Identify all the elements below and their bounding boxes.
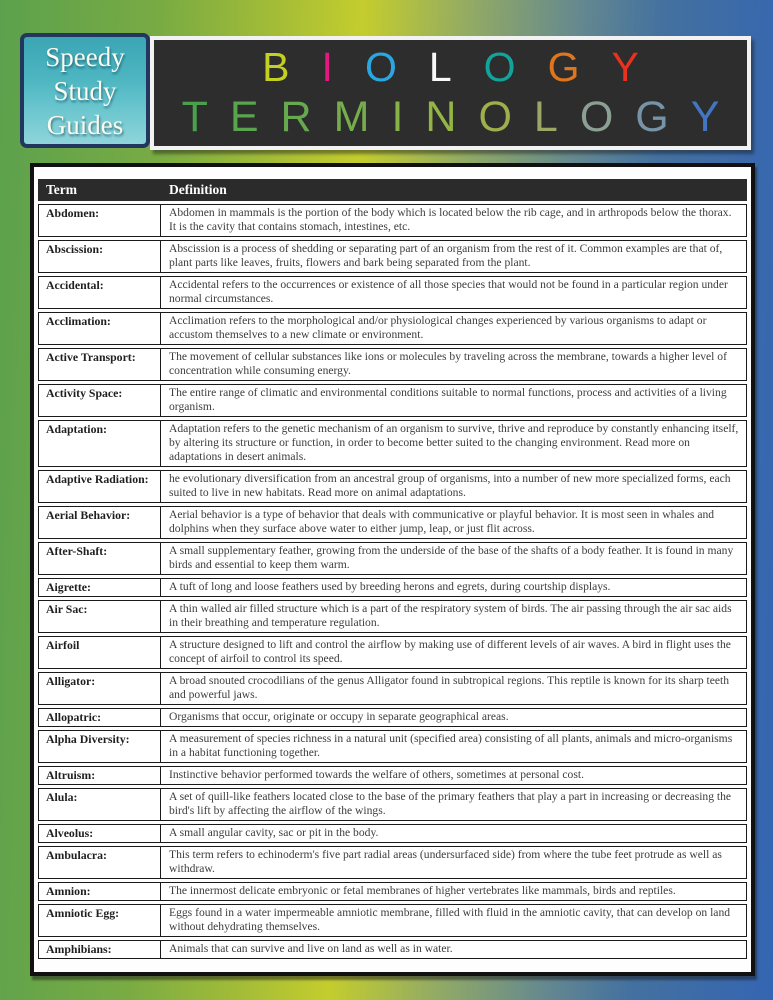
definition-cell: Acclimation refers to the morphological and/or physiological changes experienced by various organisms to adapt or accustom themselves to a new climate or environment. [169, 314, 707, 341]
logo-line-guides: Guides [46, 109, 124, 140]
table-row [38, 348, 747, 381]
definition-cell: A broad snouted crocodilians of the genus Alligator found in subtropical regions. This reptile is known for its sharp teeth and powerful jaws. [169, 674, 730, 701]
term-cell: Accidental: [39, 277, 161, 308]
title-letter: O [483, 44, 516, 90]
definition-cell: A tuft of long and loose feathers used by breeding herons and egrets, during courtship displays. [169, 580, 611, 593]
table-row [38, 882, 747, 901]
term-cell: Air Sac: [39, 601, 161, 632]
table-row [38, 672, 747, 705]
term-cell: Alligator: [39, 673, 161, 704]
content-panel [30, 163, 755, 976]
title-letter: Y [690, 93, 720, 141]
table-row [38, 940, 747, 959]
definition-cell: Abdomen in mammals is the portion of the body which is located below the rib cage, and in arthropods below the thorax. It is the cavity that contains stomach, intestines, etc. [169, 206, 732, 233]
table-header-row [38, 179, 747, 201]
terminology-table [38, 179, 747, 959]
table-row [38, 312, 747, 345]
table-row [38, 846, 747, 879]
speedy-study-guides-logo [20, 33, 150, 148]
table-row [38, 420, 747, 467]
table-row [38, 600, 747, 633]
term-cell: Amniotic Egg: [39, 905, 161, 936]
term-cell: Allopatric: [39, 709, 161, 726]
definition-cell: A set of quill-like feathers located close to the base of the primary feathers that play a part in increasing or decreasing the bird's lift by affecting the airflow of the wings. [169, 790, 732, 817]
term-cell: Alpha Diversity: [39, 731, 161, 762]
term-cell: Aigrette: [39, 579, 161, 596]
table-row [38, 506, 747, 539]
definition-cell: A small supplementary feather, growing from the underside of the base of the shafts of a body feather. It is found in many birds and essential to keep them warm. [169, 544, 734, 571]
term-cell: Amphibians: [39, 941, 161, 958]
term-cell: Abscission: [39, 241, 161, 272]
title-letter: O [478, 93, 512, 141]
definition-cell: A measurement of species richness in a natural unit (specified area) consisting of all plants, animals and micro-organisms in a habitat functioning together. [169, 732, 733, 759]
title-letter: L [428, 44, 452, 90]
term-cell: Aerial Behavior: [39, 507, 161, 538]
definition-cell: Aerial behavior is a type of behavior that deals with communicative or playful behavior. It is most seen in whales and dolphins when they surface above water to either jump, leap, or just flit across. [169, 508, 715, 535]
definition-cell: Eggs found in a water impermeable amniotic membrane, filled with fluid in the amniotic cavity, that can develop on land without dehydrating themselves. [169, 906, 731, 933]
definition-cell: Organisms that occur, originate or occupy in separate geographical areas. [169, 710, 509, 723]
definition-cell: The innermost delicate embryonic or fetal membranes of higher vertebrates like mammals, birds and reptiles. [169, 884, 676, 897]
title-letter: M [333, 93, 370, 141]
term-cell: Abdomen: [39, 205, 161, 236]
title-letter: Y [611, 44, 639, 90]
title-letter: I [321, 44, 333, 90]
term-cell: Amnion: [39, 883, 161, 900]
definition-cell: Instinctive behavior performed towards the welfare of others, sometimes at personal cost. [169, 768, 584, 781]
title-letter: E [229, 93, 259, 141]
table-row [38, 542, 747, 575]
table-rows [38, 204, 747, 959]
table-row [38, 636, 747, 669]
title-letter: R [280, 93, 312, 141]
definition-cell: The entire range of climatic and environmental conditions suitable to normal functions, process and activities of a living organism. [169, 386, 727, 413]
term-cell: Alveolus: [39, 825, 161, 842]
definition-cell: A thin walled air filled structure which is a part of the respiratory system of birds. The air passing through the air sac aids in their breathing and temperature regulation. [169, 602, 732, 629]
page-title [150, 36, 751, 150]
table-row [38, 788, 747, 821]
logo-line-speedy: Speedy [45, 41, 125, 72]
table-row [38, 276, 747, 309]
term-cell: Acclimation: [39, 313, 161, 344]
table-row [38, 766, 747, 785]
table-row [38, 578, 747, 597]
table-row [38, 904, 747, 937]
term-cell: Adaptation: [39, 421, 161, 466]
table-row [38, 384, 747, 417]
definition-cell: This term refers to echinoderm's five part radial areas (undersurfaced side) from where the tube feet protrude as well as withdraw. [169, 848, 722, 875]
definition-cell: A structure designed to lift and control the airflow by making use of different levels of air waves. A bird in flight uses the concept of airfoil to control its speed. [169, 638, 731, 665]
title-letter: O [579, 93, 614, 141]
term-cell: After-Shaft: [39, 543, 161, 574]
title-letter: G [635, 93, 669, 141]
term-cell: Ambulacra: [39, 847, 161, 878]
column-header-term: Term [46, 182, 77, 197]
title-letter: B [262, 44, 290, 90]
term-cell: Alula: [39, 789, 161, 820]
table-row [38, 824, 747, 843]
title-letter: O [364, 44, 397, 90]
definition-cell: Abscission is a process of shedding or separating part of an organism from the rest of it. Common examples are that of, plant parts like leaves, fruits, flowers and bark being separated from the plant. [169, 242, 723, 269]
title-letter: T [181, 93, 208, 141]
term-cell: Adaptive Radiation: [39, 471, 161, 502]
table-row [38, 708, 747, 727]
logo-line-study: Study [53, 75, 117, 106]
term-cell: Active Transport: [39, 349, 161, 380]
title-letter: I [391, 93, 404, 141]
term-cell: Altruism: [39, 767, 161, 784]
column-header-definition: Definition [169, 182, 227, 197]
title-line-biology [154, 44, 747, 90]
definition-cell: he evolutionary diversification from an ancestral group of organisms, into a number of new more specialized forms, each suited to live in new habitats. Read more on animal adaptations. [169, 472, 731, 499]
title-letter: N [425, 93, 457, 141]
definition-cell: A small angular cavity, sac or pit in the body. [169, 826, 379, 839]
definition-cell: Accidental refers to the occurrences or existence of all those species that would not be found in a particular region under normal circumstances. [169, 278, 728, 305]
table-row [38, 730, 747, 763]
definition-cell: The movement of cellular substances like ions or molecules by traveling across the membrane, towards a higher level of concentration while consuming energy. [169, 350, 727, 377]
table-row [38, 470, 747, 503]
definition-cell: Adaptation refers to the genetic mechanism of an organism to survive, thrive and reproduce by constantly enhancing itself, by altering its structure or function, in order to become better suited to the changing environment. Read more on adaptations in desert animals. [169, 422, 739, 463]
term-cell: Activity Space: [39, 385, 161, 416]
term-cell: Airfoil [39, 637, 161, 668]
title-letter: G [547, 44, 580, 90]
definition-cell: Animals that can survive and live on land as well as in water. [169, 942, 453, 955]
title-line-terminology [154, 93, 747, 141]
table-row [38, 204, 747, 237]
table-row [38, 240, 747, 273]
title-letter: L [533, 93, 558, 141]
